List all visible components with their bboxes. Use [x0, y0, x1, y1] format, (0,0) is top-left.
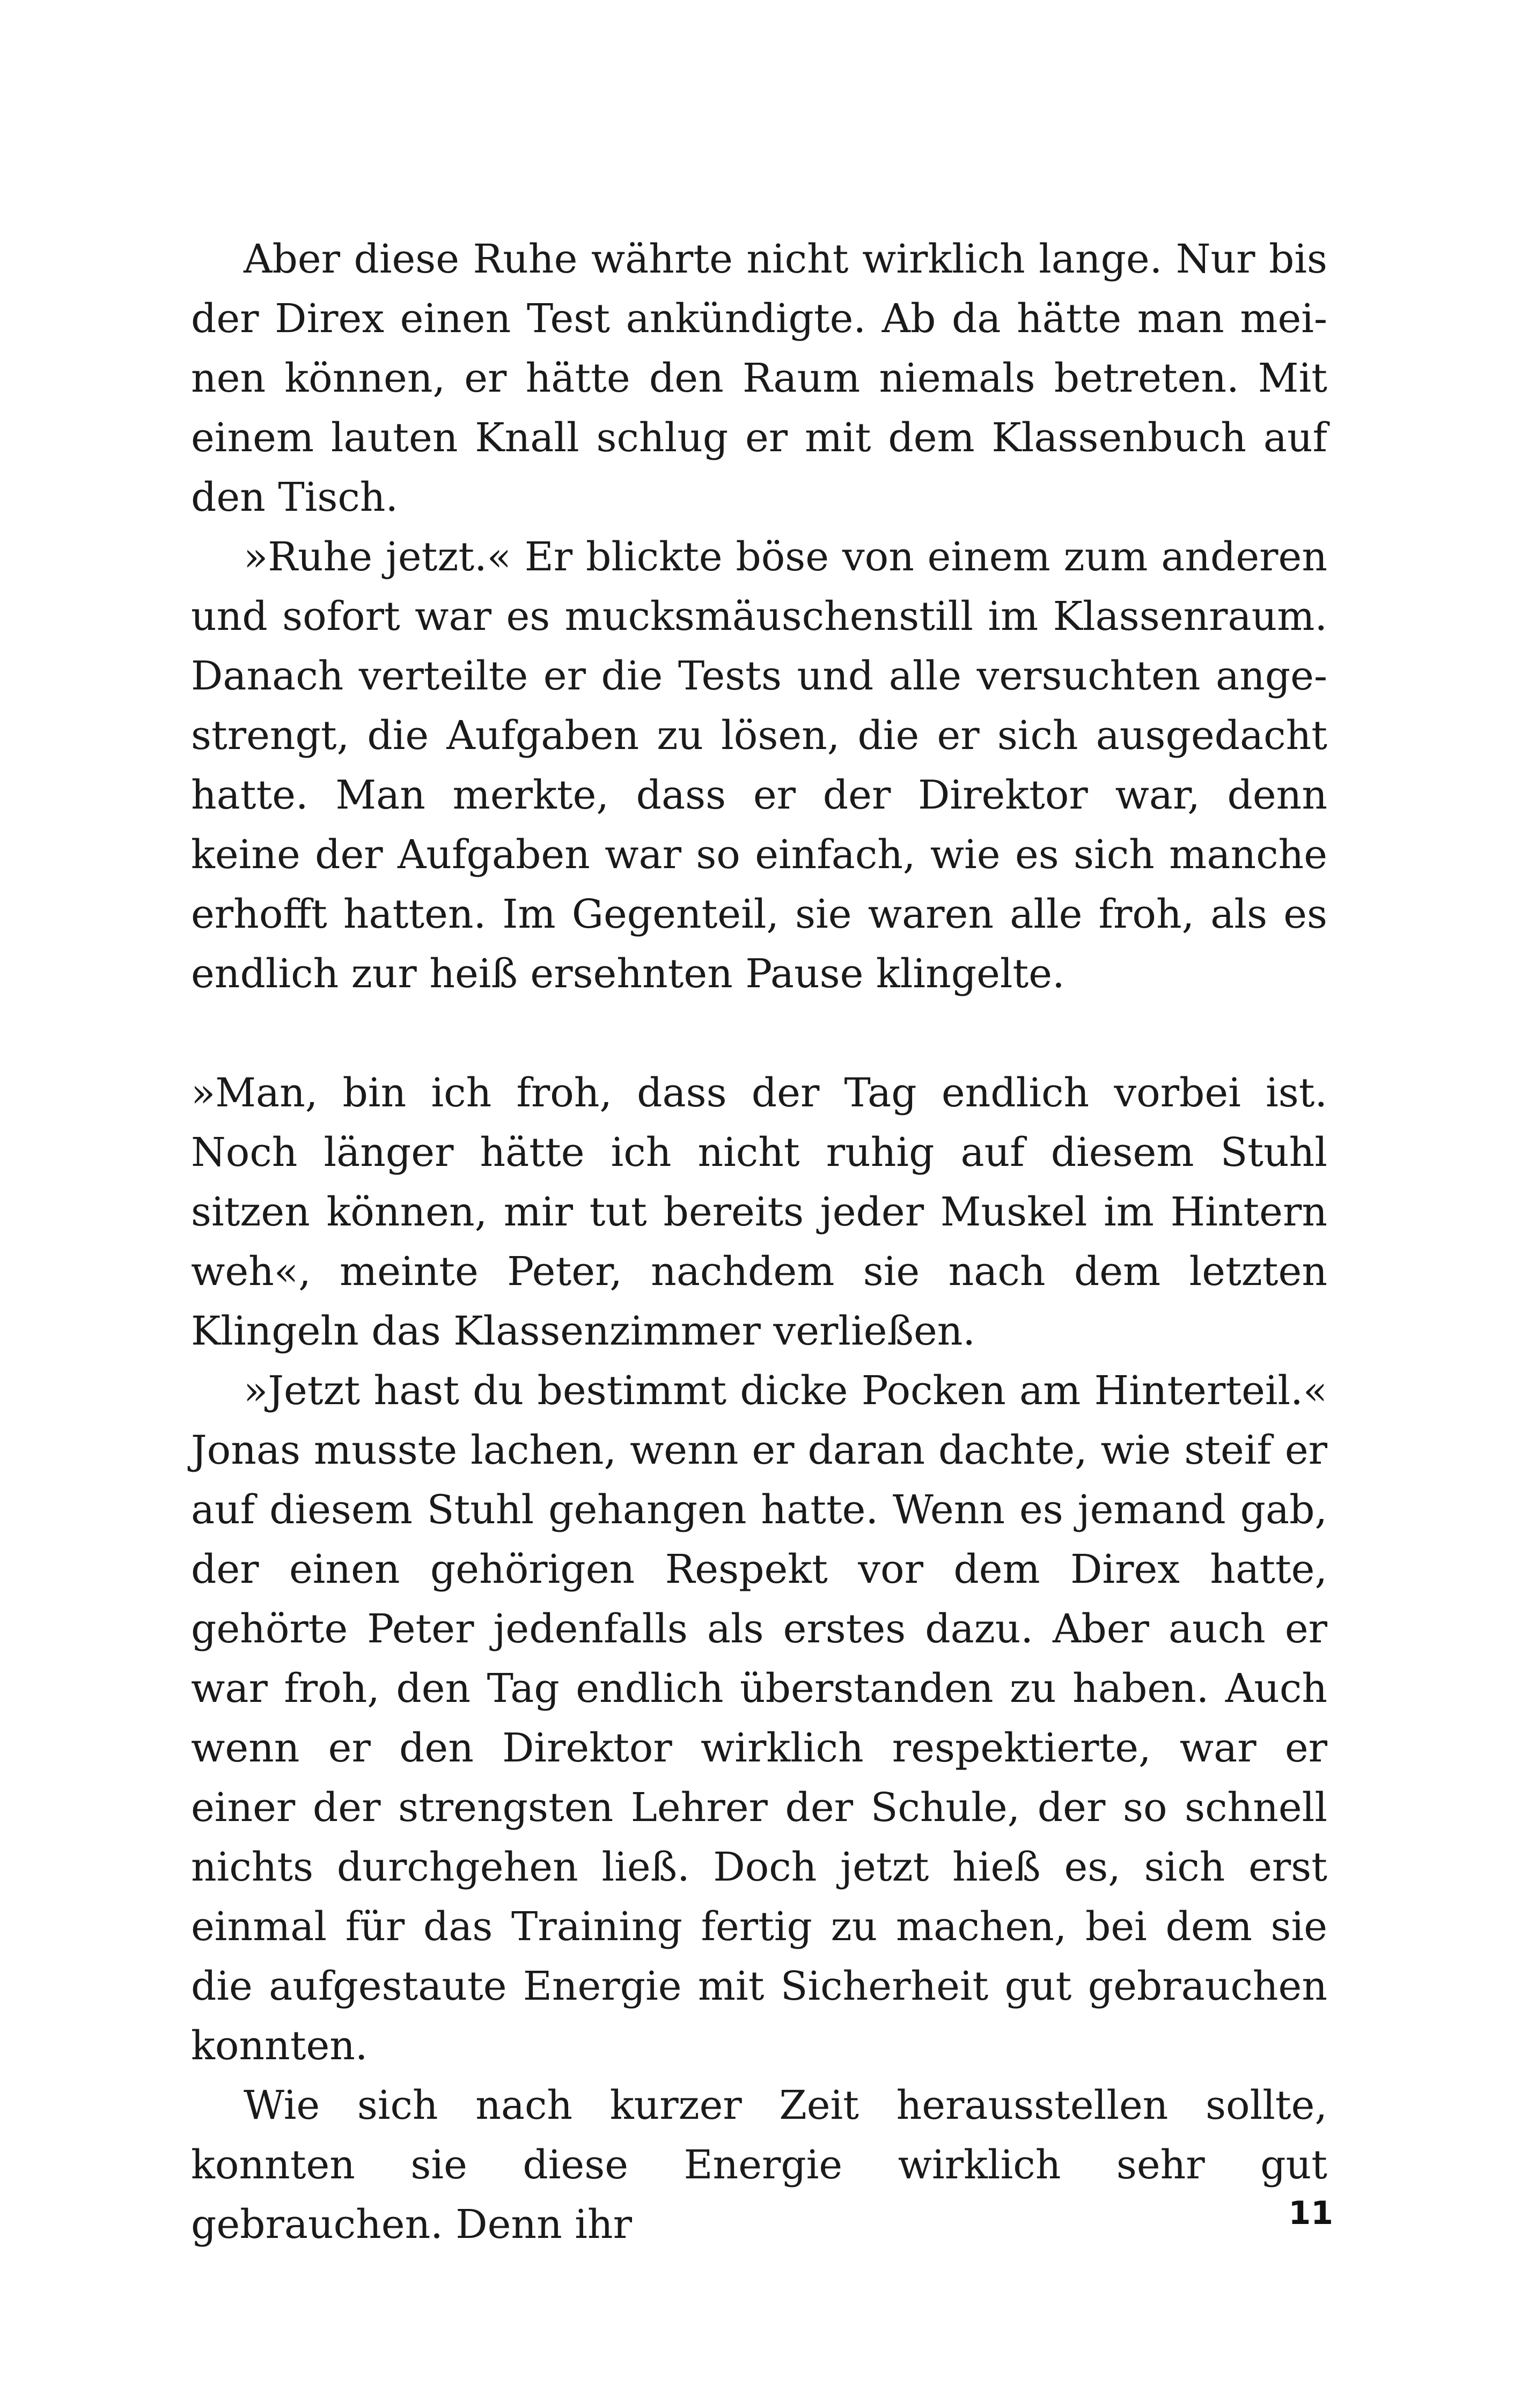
- paragraph: Wie sich nach kurzer Zeit herausstellen sollte, konnten sie diese Energie wirklich sehr gut gebrauchen. Denn ihr: [191, 2082, 1327, 2248]
- paragraph: »Man, bin ich froh, dass der Tag endlich vorbei ist. Noch länger hätte ich nicht ruhig auf diesem Stuhl sitzen können, mir tut bereits jeder Muskel im Hintern weh«, meinte Peter, nachdem sie nach dem letzten Klingeln das Klassenzimmer verließen.: [191, 1070, 1327, 1354]
- paragraph: Aber diese Ruhe währte nicht wirklich lange. Nur bis der Direx einen Test ankündigte. Ab da hätte man meinen können, er hätte den Raum niemals betreten. Mit einem lauten Knall schlug er mit dem Klassenbuch auf den Tisch.: [191, 236, 1327, 520]
- paragraph: »Ruhe jetzt.« Er blickte böse von einem zum anderen und sofort war es mucksmäuschenstill im Klassenraum. Danach verteilte er die Tests und alle versuchten angestrengt, die Aufgaben zu lösen, die er sich ausgedacht hatte. Man merkte, dass er der Direktor war, denn keine der Aufgaben war so einfach, wie es sich manche erhofft hatten. Im Gegenteil, sie waren alle froh, als es endlich zur heiß ersehnten Pause klingelte.: [191, 534, 1327, 997]
- body-text: [191, 230, 1327, 2255]
- paragraph: »Jetzt hast du bestimmt dicke Pocken am Hinterteil.« Jonas musste lachen, wenn er daran dachte, wie steif er auf diesem Stuhl gehangen hatte. Wenn es jemand gab, der einen gehörigen Respekt vor dem Direx hatte, gehörte Peter jedenfalls als erstes dazu. Aber auch er war froh, den Tag endlich überstanden zu haben. Auch wenn er den Direktor wirklich respektierte, war er einer der strengsten Lehrer der Schule, der so schnell nichts durchgehen ließ. Doch jetzt hieß es, sich erst einmal für das Training fertig zu machen, bei dem sie die aufgestaute Energie mit Sicherheit gut gebrauchen konnten.: [191, 1368, 1327, 2069]
- page-number: 11: [1288, 2194, 1333, 2232]
- section-break: [191, 1004, 1327, 1063]
